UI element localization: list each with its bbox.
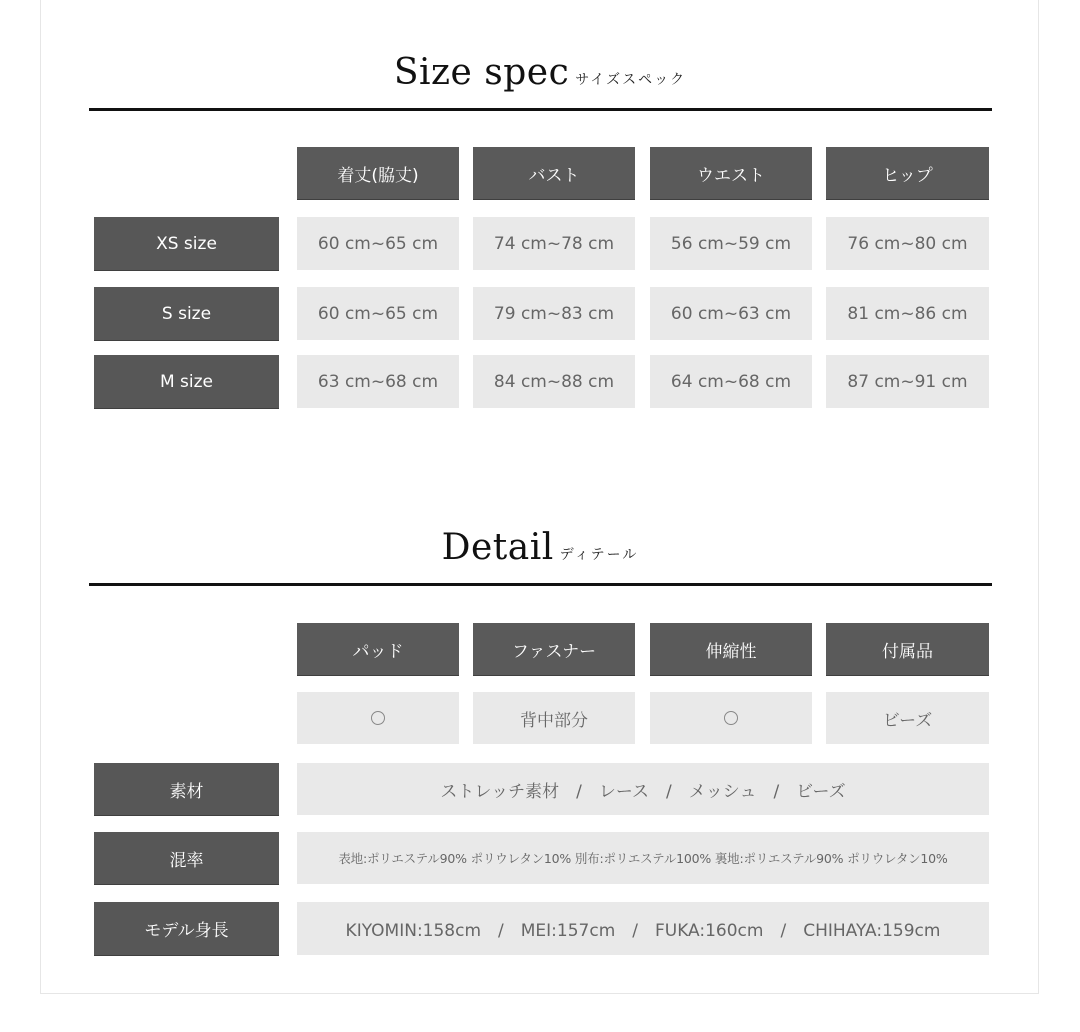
column-header-waist: ウエスト <box>650 147 812 199</box>
column-header-hip: ヒップ <box>826 147 989 199</box>
detail-title <box>0 527 1080 568</box>
stretch-value <box>650 692 812 744</box>
pad-value <box>297 692 459 744</box>
row-label-s: S size <box>94 287 279 340</box>
table-cell: 81 cm~86 cm <box>826 287 989 340</box>
table-cell: 60 cm~65 cm <box>297 287 459 340</box>
row-label-model-height: モデル身長 <box>94 902 279 955</box>
column-header-length: 着丈(脇丈) <box>297 147 459 199</box>
zipper-value: 背中部分 <box>473 692 635 744</box>
row-label-material: 素材 <box>94 763 279 815</box>
model-height-value: KIYOMIN:158cm / MEI:157cm / FUKA:160cm / CHIHAYA:159cm <box>297 902 989 955</box>
table-cell: 63 cm~68 cm <box>297 355 459 408</box>
size-spec-title-jp: サイズスペック <box>575 72 687 88</box>
table-cell: 60 cm~65 cm <box>297 217 459 270</box>
detail-title-jp: ディテール <box>559 547 639 563</box>
material-value: ストレッチ素材 / レース / メッシュ / ビーズ <box>297 763 989 815</box>
row-label-m: M size <box>94 355 279 408</box>
circle-icon <box>371 711 385 725</box>
detail-title-en: Detail <box>441 527 554 568</box>
accessories-value: ビーズ <box>826 692 989 744</box>
table-cell: 56 cm~59 cm <box>650 217 812 270</box>
size-spec-title <box>0 52 1080 93</box>
circle-icon <box>724 711 738 725</box>
column-header-pad: パッド <box>297 623 459 675</box>
table-cell: 60 cm~63 cm <box>650 287 812 340</box>
table-cell: 87 cm~91 cm <box>826 355 989 408</box>
size-spec-divider <box>89 108 992 111</box>
table-cell: 79 cm~83 cm <box>473 287 635 340</box>
table-cell: 84 cm~88 cm <box>473 355 635 408</box>
row-label-composition: 混率 <box>94 832 279 884</box>
column-header-accessories: 付属品 <box>826 623 989 675</box>
table-cell: 64 cm~68 cm <box>650 355 812 408</box>
composition-value: 表地:ポリエステル90% ポリウレタン10% 別布:ポリエステル100% 裏地:ポリエステル90% ポリウレタン10% <box>297 832 989 884</box>
table-cell: 74 cm~78 cm <box>473 217 635 270</box>
row-label-xs: XS size <box>94 217 279 270</box>
size-spec-title-en: Size spec <box>393 52 570 93</box>
detail-divider <box>89 583 992 586</box>
table-cell: 76 cm~80 cm <box>826 217 989 270</box>
column-header-stretch: 伸縮性 <box>650 623 812 675</box>
column-header-zipper: ファスナー <box>473 623 635 675</box>
column-header-bust: バスト <box>473 147 635 199</box>
